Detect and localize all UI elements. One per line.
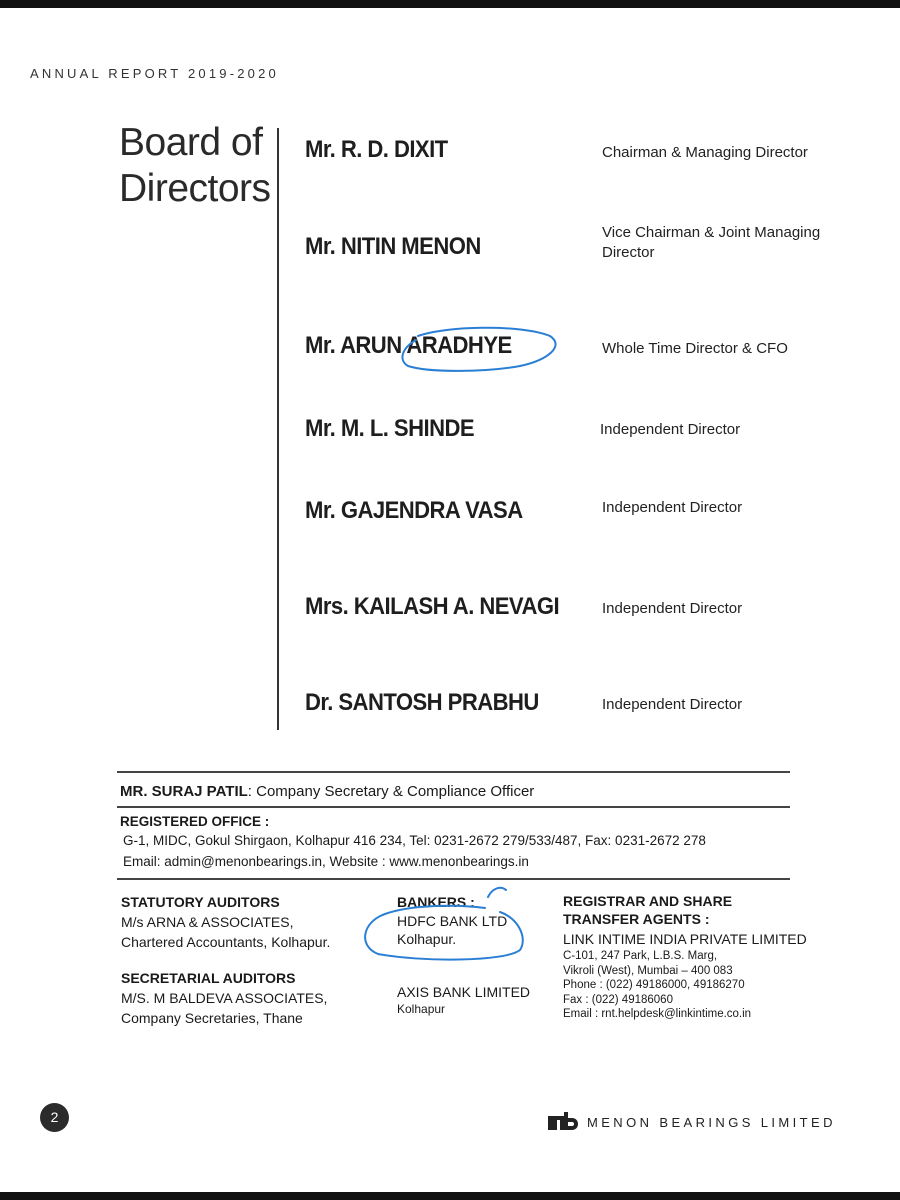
mb-logo-icon — [548, 1112, 578, 1132]
registrar-address-1: C-101, 247 Park, L.B.S. Marg, — [563, 950, 718, 962]
registered-office-contact: Email: admin@menonbearings.in, Website : www.menonbearings.in — [123, 854, 529, 869]
statutory-auditors-heading: STATUTORY AUDITORS — [121, 894, 280, 910]
director-role: Vice Chairman & Joint Managing Director — [602, 224, 821, 261]
bankers-heading: BANKERS : — [397, 894, 475, 910]
divider-rule — [117, 771, 790, 773]
bank2-name: AXIS BANK LIMITED — [397, 984, 531, 1000]
secretarial-auditors-heading: SECRETARIAL AUDITORS — [121, 970, 296, 986]
divider-rule — [117, 806, 790, 808]
director-role: Chairman & Managing Director — [602, 144, 808, 161]
board-heading — [119, 120, 279, 212]
report-title: ANNUAL REPORT 2019-2020 — [30, 66, 279, 81]
director-name: Dr. SANTOSH PRABHU — [305, 689, 539, 716]
registrar-email: Email : rnt.helpdesk@linkintime.co.in — [563, 1008, 752, 1020]
director-name: Mr. M. L. SHINDE — [305, 415, 475, 442]
director-role: Whole Time Director & CFO — [602, 340, 788, 357]
bank1-name: HDFC BANK LTD — [397, 913, 508, 929]
secretarial-auditors-desc: Company Secretaries, Thane — [121, 1010, 303, 1026]
registered-office-address: G-1, MIDC, Gokul Shirgaon, Kolhapur 416 234, Tel: 0231-2672 279/533/487, Fax: 0231-2672 278 — [123, 833, 706, 848]
registrar-address-2: Vikroli (West), Mumbai – 400 083 — [563, 964, 733, 977]
divider-rule — [117, 878, 790, 880]
board-heading-line1: Board of — [119, 121, 263, 164]
company-secretary — [120, 783, 534, 800]
registrar-heading-line1: REGISTRAR AND SHARE — [563, 893, 733, 909]
director-role: Independent Director — [602, 600, 743, 617]
director-role: Independent Director — [600, 421, 741, 438]
registrar-column — [563, 892, 853, 1022]
director-role: Independent Director — [602, 499, 743, 516]
company-name: MENON BEARINGS LIMITED — [587, 1114, 836, 1130]
footer-brand — [548, 1111, 836, 1133]
page-number: 2 — [40, 1103, 69, 1132]
director-name: Mrs. KAILASH A. NEVAGI — [305, 593, 560, 620]
director-name: Mr. GAJENDRA VASA — [305, 497, 523, 524]
registrar-name: LINK INTIME INDIA PRIVATE LIMITED — [563, 931, 807, 947]
bottom-border — [0, 1192, 900, 1200]
auditors-column — [121, 892, 371, 1028]
top-border — [0, 0, 900, 8]
bank2-city: Kolhapur — [397, 1002, 446, 1016]
registrar-fax: Fax : (022) 49186060 — [563, 993, 673, 1006]
bankers-column — [397, 892, 547, 1016]
director-name: Mr. ARUN ARADHYE — [305, 332, 512, 359]
registered-office — [120, 814, 800, 869]
board-heading-line2: Directors — [119, 167, 271, 210]
vertical-divider — [277, 128, 279, 730]
bank1-city: Kolhapur. — [397, 931, 457, 947]
director-name: Mr. R. D. DIXIT — [305, 136, 448, 163]
statutory-auditors-desc: Chartered Accountants, Kolhapur. — [121, 934, 331, 950]
statutory-auditors-firm: M/s ARNA & ASSOCIATES, — [121, 914, 294, 930]
secretarial-auditors-firm: M/S. M BALDEVA ASSOCIATES, — [121, 990, 328, 1006]
director-name: Mr. NITIN MENON — [305, 233, 481, 260]
registrar-phone: Phone : (022) 49186000, 49186270 — [563, 979, 745, 991]
secretary-title: : Company Secretary & Compliance Officer — [247, 783, 535, 800]
registrar-heading-line2: TRANSFER AGENTS : — [563, 911, 710, 927]
secretary-name: MR. SURAJ PATIL — [120, 783, 248, 800]
director-role: Independent Director — [602, 696, 743, 713]
registered-office-heading: REGISTERED OFFICE : — [120, 814, 270, 829]
